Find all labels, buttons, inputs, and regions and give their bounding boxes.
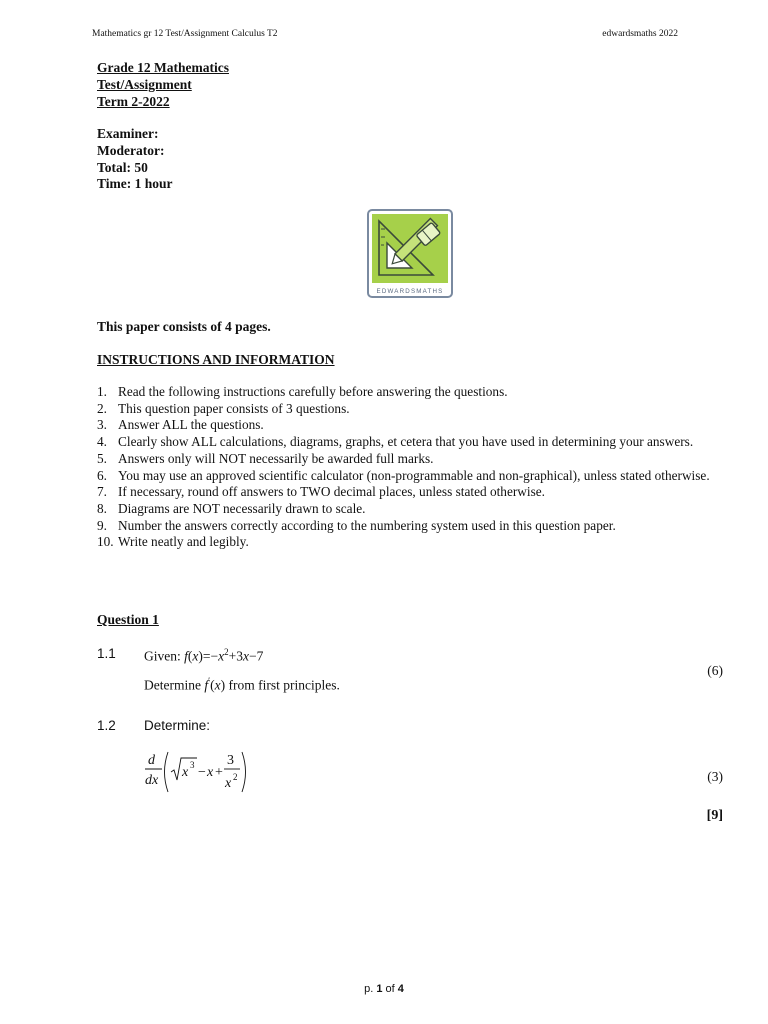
svg-text:x: x bbox=[182, 765, 189, 780]
title-line: Grade 12 Mathematics bbox=[97, 60, 229, 75]
title-line: Test/Assignment bbox=[97, 76, 192, 92]
footer-prefix: p. bbox=[364, 983, 377, 995]
question-1-1-given: Given: $f(x)=-x^2+3x-7$ bbox=[144, 647, 264, 664]
question-1-heading: Question 1 bbox=[97, 612, 159, 627]
header-left: Mathematics gr 12 Test/Assignment Calculus T2 bbox=[92, 29, 278, 39]
svg-text:EDWARDSMATHS: EDWARDSMATHS bbox=[376, 288, 444, 295]
list-item: 5. Answers only will NOT necessarily be awarded full marks. bbox=[97, 450, 434, 466]
list-item: 7. If necessary, round off answers to TWO decimal places, unless stated otherwise. bbox=[97, 484, 545, 500]
svg-text:3: 3 bbox=[190, 760, 195, 770]
svg-text:x: x bbox=[225, 776, 232, 791]
svg-text:−: − bbox=[198, 765, 206, 780]
footer-pages: 4 bbox=[397, 983, 404, 995]
list-item: 1. Read the following instructions carefully before answering the questions. bbox=[97, 384, 508, 399]
list-item: 10. Write neatly and legibly. bbox=[97, 534, 249, 550]
question-1-1-determine: Determine f′(x) from first principles. bbox=[144, 676, 340, 693]
determine-suffix: from first principles. bbox=[225, 677, 340, 693]
list-item: 2. This question paper consists of 3 questions. bbox=[97, 400, 350, 416]
moderator-label: Moderator: bbox=[97, 142, 165, 158]
svg-text:3: 3 bbox=[227, 753, 234, 768]
svg-text:x: x bbox=[207, 765, 214, 780]
list-item: 4. Clearly show ALL calculations, diagrams, graphs, et cetera that you have used in determining your answers. bbox=[97, 434, 694, 450]
question-1-total: [9] bbox=[706, 808, 723, 823]
derivative-expression bbox=[140, 748, 260, 796]
instructions-heading: INSTRUCTIONS AND INFORMATION bbox=[97, 352, 335, 367]
question-1-2-number: 1.2 bbox=[97, 718, 116, 733]
determine-prefix: Determine bbox=[144, 677, 205, 693]
footer-mid: of bbox=[382, 983, 398, 995]
edwardsmaths-logo-icon bbox=[367, 209, 453, 298]
svg-text:dx: dx bbox=[145, 773, 159, 788]
question-1-1-number: 1.1 bbox=[97, 646, 116, 661]
list-item: 3. Answer ALL the questions. bbox=[97, 417, 264, 433]
title-block bbox=[97, 60, 229, 110]
page-footer bbox=[0, 983, 768, 995]
question-1-2-label: Determine: bbox=[144, 718, 211, 733]
question-1-1-marks: (6) bbox=[707, 663, 723, 678]
paper-pages-note: This paper consists of 4 pages. bbox=[97, 319, 271, 334]
list-item: 9. Number the answers correctly according to the numbering system used in this question paper. bbox=[97, 517, 616, 533]
svg-text:2: 2 bbox=[233, 772, 238, 782]
list-item: 8. Diagrams are NOT necessarily drawn to scale. bbox=[97, 500, 366, 516]
question-1-2-marks: (3) bbox=[707, 769, 723, 784]
instructions-list bbox=[97, 384, 717, 551]
title-line: Term 2-2022 bbox=[97, 93, 170, 109]
examiner-label: Examiner: bbox=[97, 126, 159, 141]
meta-block bbox=[97, 126, 173, 193]
svg-text:+: + bbox=[215, 765, 223, 780]
footer-page: 1 bbox=[376, 983, 383, 995]
total-label: Total: 50 bbox=[97, 159, 148, 175]
time-label: Time: 1 hour bbox=[97, 176, 173, 192]
given-label: Given: bbox=[144, 648, 185, 664]
header-right: edwardsmaths 2022 bbox=[602, 29, 678, 39]
list-item: 6. You may use an approved scientific calculator (non-programmable and non-graphical), unless stated otherwise. bbox=[97, 467, 710, 483]
svg-text:d: d bbox=[148, 753, 155, 768]
